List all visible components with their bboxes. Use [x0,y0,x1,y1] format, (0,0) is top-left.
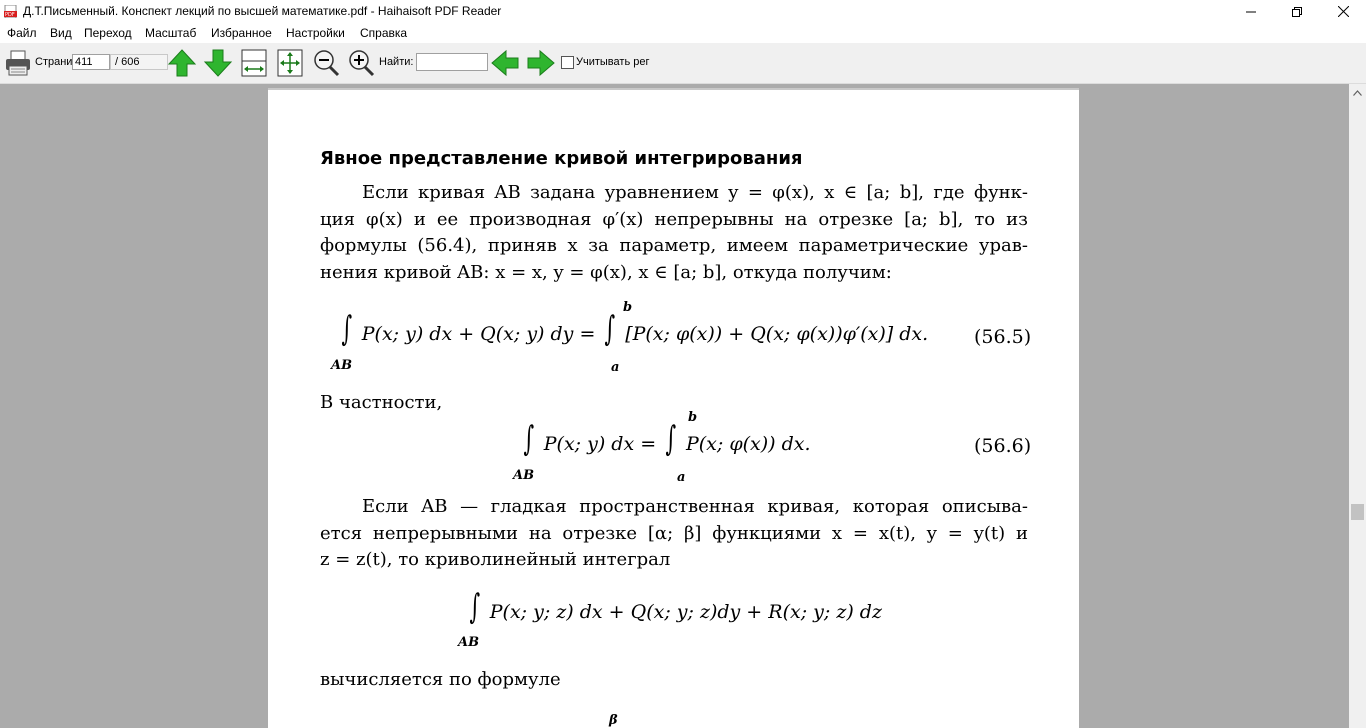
next-page-arrow-icon[interactable] [203,48,233,78]
scrollbar-thumb[interactable] [1351,504,1364,520]
page-total: / 606 [110,54,168,70]
chevron-up-icon [1353,90,1362,96]
zoom-in-icon[interactable] [346,48,376,78]
text-line: нения кривой AB: x = x, y = φ(x), x ∈ [a; b], откуда получим: [320,261,892,283]
formula-left: P(x; y) dx + Q(x; y) dy = [361,323,596,345]
section-heading: Явное представление кривой интегрирования [320,148,803,169]
text-line: Если кривая AB задана уравнением y = φ(x), x ∈ [a; b], где функ- [362,182,1028,203]
integral-sign: ∫ [469,587,481,627]
minimize-button[interactable] [1228,0,1274,23]
integral-sign: ∫ [665,419,677,459]
window-title: Д.Т.Письменный. Конспект лекций по высшей математике.pdf - Haihaisoft PDF Reader [23,4,502,18]
find-input[interactable] [416,53,488,71]
paragraph-3 [320,494,1028,574]
menu-view[interactable]: Вид [50,26,72,40]
fit-width-icon[interactable] [239,48,269,78]
match-case-checkbox[interactable] [561,56,574,69]
paragraph-1 [320,180,1028,286]
formula-number: (56.6) [974,435,1032,457]
integral-upper-limit: b [688,410,698,425]
match-case-label: Учитывать рег [576,56,650,68]
formula-left: P(x; y) dx = [543,433,657,455]
find-prev-arrow-icon[interactable] [490,48,520,78]
integral-sign: ∫ [523,419,535,459]
restore-icon [1292,7,1302,17]
find-label: Найти: [379,56,414,68]
formula-56-5 [338,309,929,349]
formula-number: (56.5) [974,326,1032,348]
text-line: Если AB — гладкая пространственная кривая, которая описыва- [362,496,1028,517]
menu-help[interactable]: Справка [360,26,408,40]
prev-page-arrow-icon[interactable] [167,48,197,78]
close-icon [1338,6,1349,17]
integral-upper-limit: b [623,300,633,315]
integral-lower-limit: AB [513,468,535,483]
zoom-out-icon[interactable] [311,48,341,78]
fit-page-icon[interactable] [275,48,305,78]
menu-go[interactable]: Переход [84,26,132,40]
text-line: ция φ(x) и ее производная φ′(x) непрерывны на отрезке [a; b], то из [320,208,1028,230]
page-label: Страни [35,56,72,68]
text-line: ется непрерывными на отрезке [α; β] функциями x = x(t), y = y(t) и [320,522,1028,544]
page-number-input[interactable]: 411 [72,54,110,70]
menu-file[interactable]: Файл [7,26,37,40]
paragraph-2: В частности, [320,392,443,413]
scroll-up-button[interactable] [1349,84,1366,101]
formula-right: [P(x; φ(x)) + Q(x; φ(x))φ′(x)] dx. [625,323,929,345]
paragraph-4: вычисляется по формуле [320,669,561,690]
menu-bar [0,23,1366,43]
menu-zoom[interactable]: Масштаб [145,26,197,40]
integral-upper-limit: β [609,713,618,728]
formula-56-6 [520,419,811,459]
pdf-file-icon [4,5,17,18]
minimize-icon [1246,7,1256,17]
text-line: z = z(t), то криволинейный интеграл [320,549,671,570]
integral-lower-limit: a [677,470,686,485]
toolbar [0,43,1366,84]
integral-lower-limit: a [611,360,620,375]
svg-text:PDF: PDF [5,12,15,18]
close-button[interactable] [1320,0,1366,23]
integral-sign: ∫ [341,309,353,349]
vertical-scrollbar[interactable] [1349,84,1366,728]
print-icon[interactable] [3,48,33,78]
pdf-page [268,88,1079,728]
menu-settings[interactable]: Настройки [286,26,345,40]
find-next-arrow-icon[interactable] [526,48,556,78]
integral-lower-limit: AB [458,635,480,650]
formula-right: P(x; φ(x)) dx. [685,433,811,455]
title-bar [0,0,1366,23]
integral-lower-limit: AB [331,358,353,373]
formula-body: P(x; y; z) dx + Q(x; y; z)dy + R(x; y; z) dz [489,601,882,623]
text-line: формулы (56.4), приняв x за параметр, имеем параметрические урав- [320,235,1028,256]
restore-button[interactable] [1274,0,1320,23]
integral-sign: ∫ [604,309,616,349]
document-viewer[interactable] [0,84,1349,728]
menu-favorites[interactable]: Избранное [211,26,272,40]
formula-line-integral [466,587,882,627]
